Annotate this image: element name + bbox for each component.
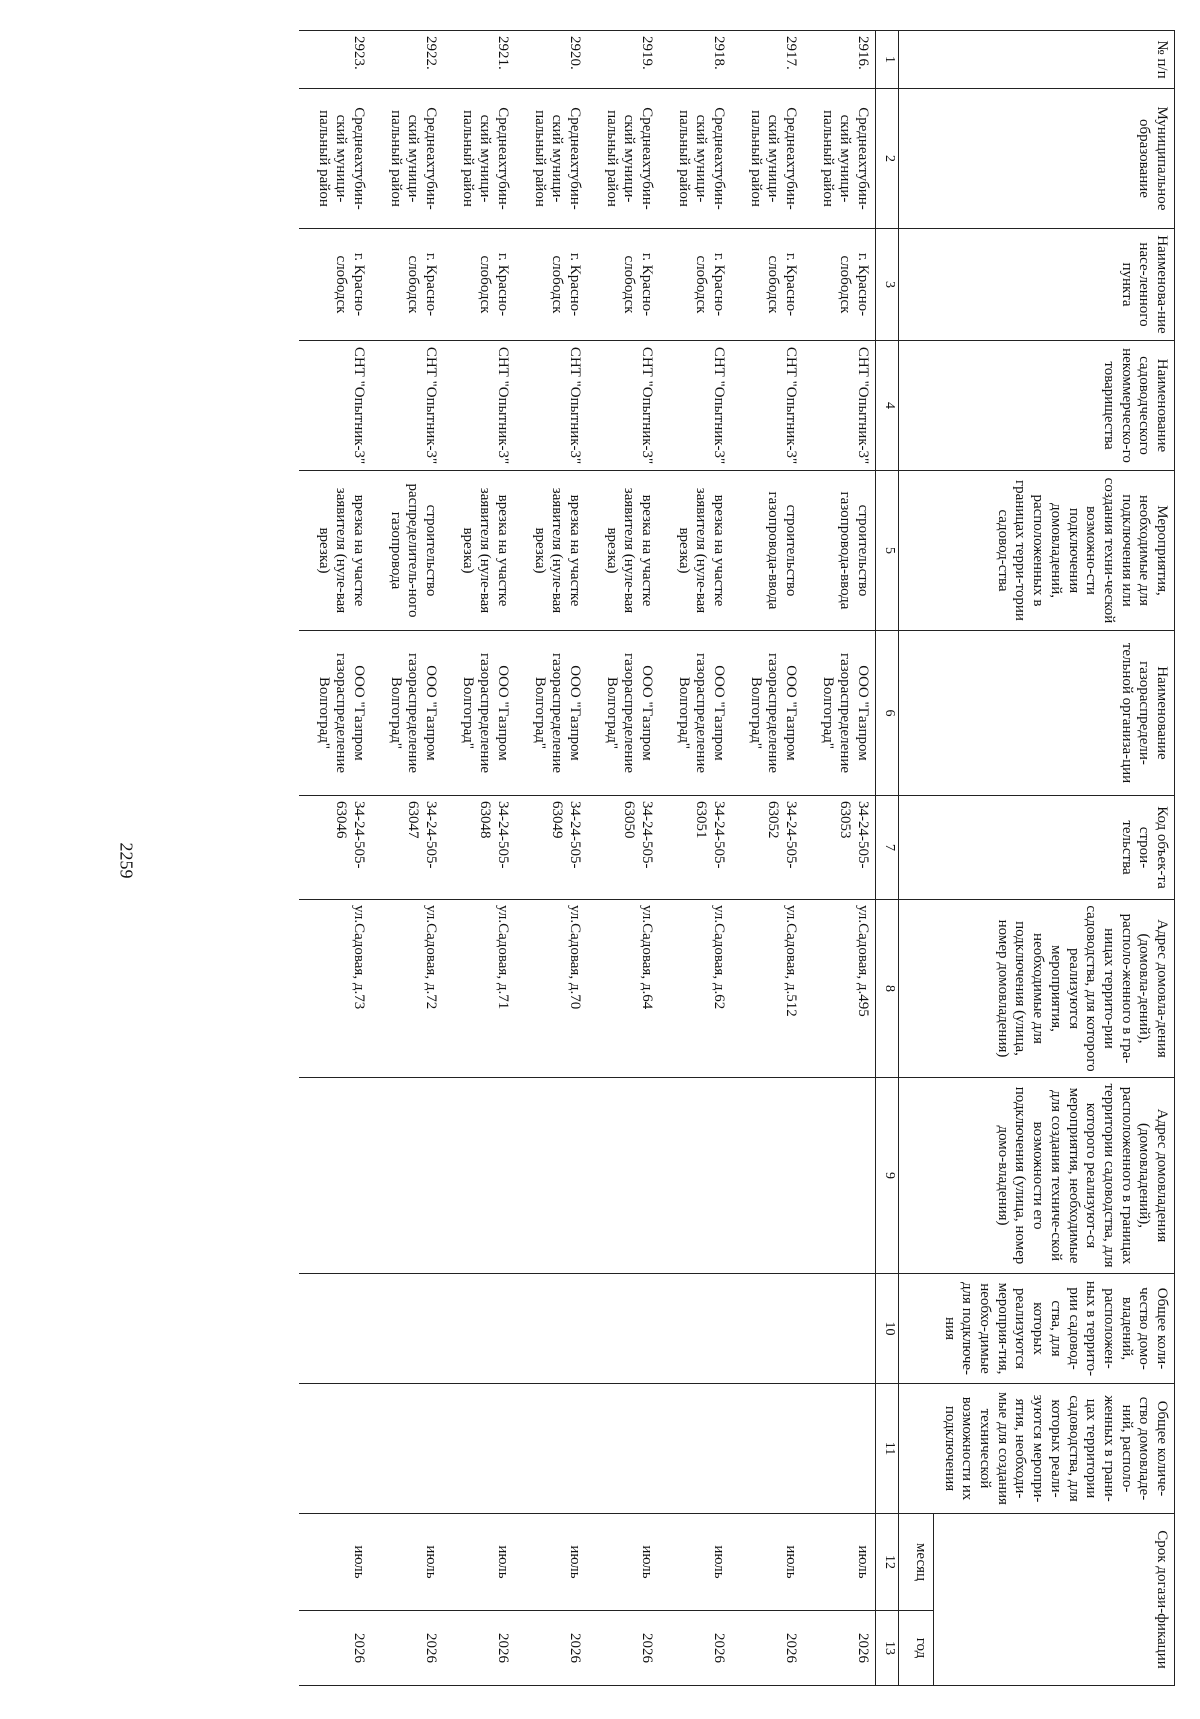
cell-code: 34-24-505-63047 bbox=[371, 796, 443, 900]
cell-number: 2920. bbox=[515, 31, 587, 89]
column-number: 6 bbox=[876, 631, 899, 796]
header-col-2: Муниципальное образование bbox=[899, 89, 1175, 229]
header-group-deadline: Срок догази-фикации bbox=[934, 1514, 1175, 1686]
column-number-row bbox=[876, 31, 899, 1686]
table-row bbox=[731, 31, 803, 1686]
table-row bbox=[659, 31, 731, 1686]
cell-count-connection bbox=[443, 1274, 515, 1384]
cell-address-capability bbox=[587, 1078, 659, 1274]
cell-municipality: Среднеахтубин-ский муници-пальный район bbox=[587, 89, 659, 229]
cell-address-capability bbox=[731, 1078, 803, 1274]
header-col-5: Мероприятия, необходимые для подключения или создания техни-ческой возможно-сти подключения домовладений, расположенных в границах терри-тории садовод-ства bbox=[899, 471, 1175, 631]
cell-year: 2026 bbox=[731, 1611, 803, 1686]
cell-code: 34-24-505-63050 bbox=[587, 796, 659, 900]
cell-count-connection bbox=[299, 1274, 371, 1384]
cell-organization: ООО "Газпром газораспределение Волгоград" bbox=[731, 631, 803, 796]
cell-event: врезка на участке заявителя (нуле-вая врезка) bbox=[587, 471, 659, 631]
cell-address-connection: ул.Садовая, д.495 bbox=[803, 900, 876, 1078]
cell-event: строительство газопровода-ввода bbox=[803, 471, 876, 631]
cell-organization: ООО "Газпром газораспределение Волгоград" bbox=[515, 631, 587, 796]
cell-organization: ООО "Газпром газораспределение Волгоград" bbox=[587, 631, 659, 796]
cell-settlement: г. Красно-слободск bbox=[803, 229, 876, 341]
cell-snt: СНТ "Опытник-3" bbox=[731, 341, 803, 471]
cell-month: июль bbox=[659, 1514, 731, 1611]
cell-settlement: г. Красно-слободск bbox=[299, 229, 371, 341]
column-number: 5 bbox=[876, 471, 899, 631]
cell-address-connection: ул.Садовая, д.73 bbox=[299, 900, 371, 1078]
cell-year: 2026 bbox=[299, 1611, 371, 1686]
cell-municipality: Среднеахтубин-ский муници-пальный район bbox=[803, 89, 876, 229]
column-number: 1 bbox=[876, 31, 899, 89]
cell-address-capability bbox=[515, 1078, 587, 1274]
cell-count-capability bbox=[803, 1384, 876, 1514]
header-col-4: Наименование садоводческого некоммерческо-го товарищества bbox=[899, 341, 1175, 471]
cell-municipality: Среднеахтубин-ский муници-пальный район bbox=[515, 89, 587, 229]
cell-month: июль bbox=[731, 1514, 803, 1611]
header-col-6: Наименование газораспредели-тельной организа-ции bbox=[899, 631, 1175, 796]
cell-code: 34-24-505-63053 bbox=[803, 796, 876, 900]
cell-settlement: г. Красно-слободск bbox=[731, 229, 803, 341]
cell-month: июль bbox=[587, 1514, 659, 1611]
column-number: 2 bbox=[876, 89, 899, 229]
cell-address-connection: ул.Садовая, д.512 bbox=[731, 900, 803, 1078]
cell-organization: ООО "Газпром газораспределение Волгоград" bbox=[659, 631, 731, 796]
cell-number: 2923. bbox=[299, 31, 371, 89]
column-number: 13 bbox=[876, 1611, 899, 1686]
cell-municipality: Среднеахтубин-ский муници-пальный район bbox=[659, 89, 731, 229]
column-number: 10 bbox=[876, 1274, 899, 1384]
column-number: 4 bbox=[876, 341, 899, 471]
cell-snt: СНТ "Опытник-3" bbox=[299, 341, 371, 471]
cell-year: 2026 bbox=[659, 1611, 731, 1686]
cell-count-connection bbox=[371, 1274, 443, 1384]
cell-event: врезка на участке заявителя (нуле-вая врезка) bbox=[515, 471, 587, 631]
cell-municipality: Среднеахтубин-ский муници-пальный район bbox=[299, 89, 371, 229]
table-row bbox=[803, 31, 876, 1686]
cell-settlement: г. Красно-слободск bbox=[443, 229, 515, 341]
cell-address-capability bbox=[659, 1078, 731, 1274]
header-col-12: месяц bbox=[899, 1514, 934, 1611]
cell-number: 2917. bbox=[731, 31, 803, 89]
cell-event: врезка на участке заявителя (нуле-вая врезка) bbox=[443, 471, 515, 631]
header-col-7: Код объек-та строи-тельства bbox=[899, 796, 1175, 900]
header-col-10: Общее коли-чество домо-владений, расположен-ных в террито-рии садовод-ства, для которых реализуются мероприя-тия, необхо-димые для подключе-ния bbox=[899, 1274, 1175, 1384]
header-col-1: № п/п bbox=[899, 31, 1175, 89]
cell-address-capability bbox=[371, 1078, 443, 1274]
cell-count-connection bbox=[803, 1274, 876, 1384]
gasification-table bbox=[299, 30, 1175, 1686]
cell-address-connection: ул.Садовая, д.64 bbox=[587, 900, 659, 1078]
cell-snt: СНТ "Опытник-3" bbox=[587, 341, 659, 471]
column-number: 7 bbox=[876, 796, 899, 900]
cell-address-connection: ул.Садовая, д.72 bbox=[371, 900, 443, 1078]
cell-event: врезка на участке заявителя (нуле-вая врезка) bbox=[659, 471, 731, 631]
cell-event: строительство распределитель-ного газопровода bbox=[371, 471, 443, 631]
cell-year: 2026 bbox=[443, 1611, 515, 1686]
cell-address-capability bbox=[299, 1078, 371, 1274]
cell-event: врезка на участке заявителя (нуле-вая врезка) bbox=[299, 471, 371, 631]
cell-count-capability bbox=[659, 1384, 731, 1514]
column-number: 12 bbox=[876, 1514, 899, 1611]
cell-event: строительство газопровода-ввода bbox=[731, 471, 803, 631]
cell-snt: СНТ "Опытник-3" bbox=[515, 341, 587, 471]
cell-snt: СНТ "Опытник-3" bbox=[803, 341, 876, 471]
cell-snt: СНТ "Опытник-3" bbox=[659, 341, 731, 471]
cell-count-capability bbox=[515, 1384, 587, 1514]
cell-month: июль bbox=[371, 1514, 443, 1611]
table-row bbox=[515, 31, 587, 1686]
cell-address-capability bbox=[803, 1078, 876, 1274]
cell-number: 2922. bbox=[371, 31, 443, 89]
cell-snt: СНТ "Опытник-3" bbox=[371, 341, 443, 471]
cell-count-capability bbox=[587, 1384, 659, 1514]
cell-number: 2916. bbox=[803, 31, 876, 89]
cell-code: 34-24-505-63049 bbox=[515, 796, 587, 900]
header-col-9: Адрес домовладения (домовладений), расположенного в границах территории садоводства, для которого реализуют-ся мероприятия, необходимые для создания техниче-ской возможности его подключения (улица, номер домо-владения) bbox=[899, 1078, 1175, 1274]
cell-settlement: г. Красно-слободск bbox=[659, 229, 731, 341]
cell-organization: ООО "Газпром газораспределение Волгоград" bbox=[443, 631, 515, 796]
cell-code: 34-24-505-63052 bbox=[731, 796, 803, 900]
cell-code: 34-24-505-63046 bbox=[299, 796, 371, 900]
table-body bbox=[299, 31, 876, 1686]
cell-count-capability bbox=[371, 1384, 443, 1514]
cell-snt: СНТ "Опытник-3" bbox=[443, 341, 515, 471]
column-number: 8 bbox=[876, 900, 899, 1078]
cell-number: 2921. bbox=[443, 31, 515, 89]
header-col-11: Общее количе-ство домовладе-ний, располо-женных в грани-цах территории садоводства, для которых реали-зуются меропри-ятия, необходи-мые для создания технической возможности их подключения bbox=[899, 1384, 1175, 1514]
header-col-13: год bbox=[899, 1611, 934, 1686]
table-header-row bbox=[934, 31, 1175, 1686]
document-table-wrapper bbox=[140, 30, 1175, 1685]
table-row bbox=[587, 31, 659, 1686]
cell-municipality: Среднеахтубин-ский муници-пальный район bbox=[371, 89, 443, 229]
cell-month: июль bbox=[443, 1514, 515, 1611]
column-number: 3 bbox=[876, 229, 899, 341]
cell-municipality: Среднеахтубин-ский муници-пальный район bbox=[731, 89, 803, 229]
header-col-3: Наименова-ние насе-ленного пункта bbox=[899, 229, 1175, 341]
cell-organization: ООО "Газпром газораспределение Волгоград" bbox=[371, 631, 443, 796]
cell-count-capability bbox=[443, 1384, 515, 1514]
cell-code: 34-24-505-63051 bbox=[659, 796, 731, 900]
cell-settlement: г. Красно-слободск bbox=[515, 229, 587, 341]
cell-address-capability bbox=[443, 1078, 515, 1274]
cell-year: 2026 bbox=[371, 1611, 443, 1686]
cell-count-capability bbox=[731, 1384, 803, 1514]
page-number: 2259 bbox=[116, 842, 137, 879]
cell-number: 2919. bbox=[587, 31, 659, 89]
cell-organization: ООО "Газпром газораспределение Волгоград" bbox=[299, 631, 371, 796]
header-col-8: Адрес домовла-дения (домовла-дений), располо-женного в гра-ницах террито-рии садоводства, для которого реализуются мероприятия, необходимые для подключения (улица, номер домовладения) bbox=[899, 900, 1175, 1078]
table-row bbox=[299, 31, 371, 1686]
cell-number: 2918. bbox=[659, 31, 731, 89]
cell-settlement: г. Красно-слободск bbox=[371, 229, 443, 341]
cell-year: 2026 bbox=[515, 1611, 587, 1686]
cell-address-connection: ул.Садовая, д.62 bbox=[659, 900, 731, 1078]
cell-code: 34-24-505-63048 bbox=[443, 796, 515, 900]
cell-address-connection: ул.Садовая, д.70 bbox=[515, 900, 587, 1078]
column-number: 11 bbox=[876, 1384, 899, 1514]
cell-count-connection bbox=[587, 1274, 659, 1384]
cell-count-connection bbox=[659, 1274, 731, 1384]
cell-municipality: Среднеахтубин-ский муници-пальный район bbox=[443, 89, 515, 229]
cell-count-connection bbox=[731, 1274, 803, 1384]
cell-year: 2026 bbox=[587, 1611, 659, 1686]
cell-address-connection: ул.Садовая, д.71 bbox=[443, 900, 515, 1078]
cell-month: июль bbox=[515, 1514, 587, 1611]
cell-count-capability bbox=[299, 1384, 371, 1514]
cell-month: июль bbox=[803, 1514, 876, 1611]
table-row bbox=[371, 31, 443, 1686]
cell-month: июль bbox=[299, 1514, 371, 1611]
cell-year: 2026 bbox=[803, 1611, 876, 1686]
cell-count-connection bbox=[515, 1274, 587, 1384]
cell-organization: ООО "Газпром газораспределение Волгоград" bbox=[803, 631, 876, 796]
column-number: 9 bbox=[876, 1078, 899, 1274]
table-row bbox=[443, 31, 515, 1686]
cell-settlement: г. Красно-слободск bbox=[587, 229, 659, 341]
